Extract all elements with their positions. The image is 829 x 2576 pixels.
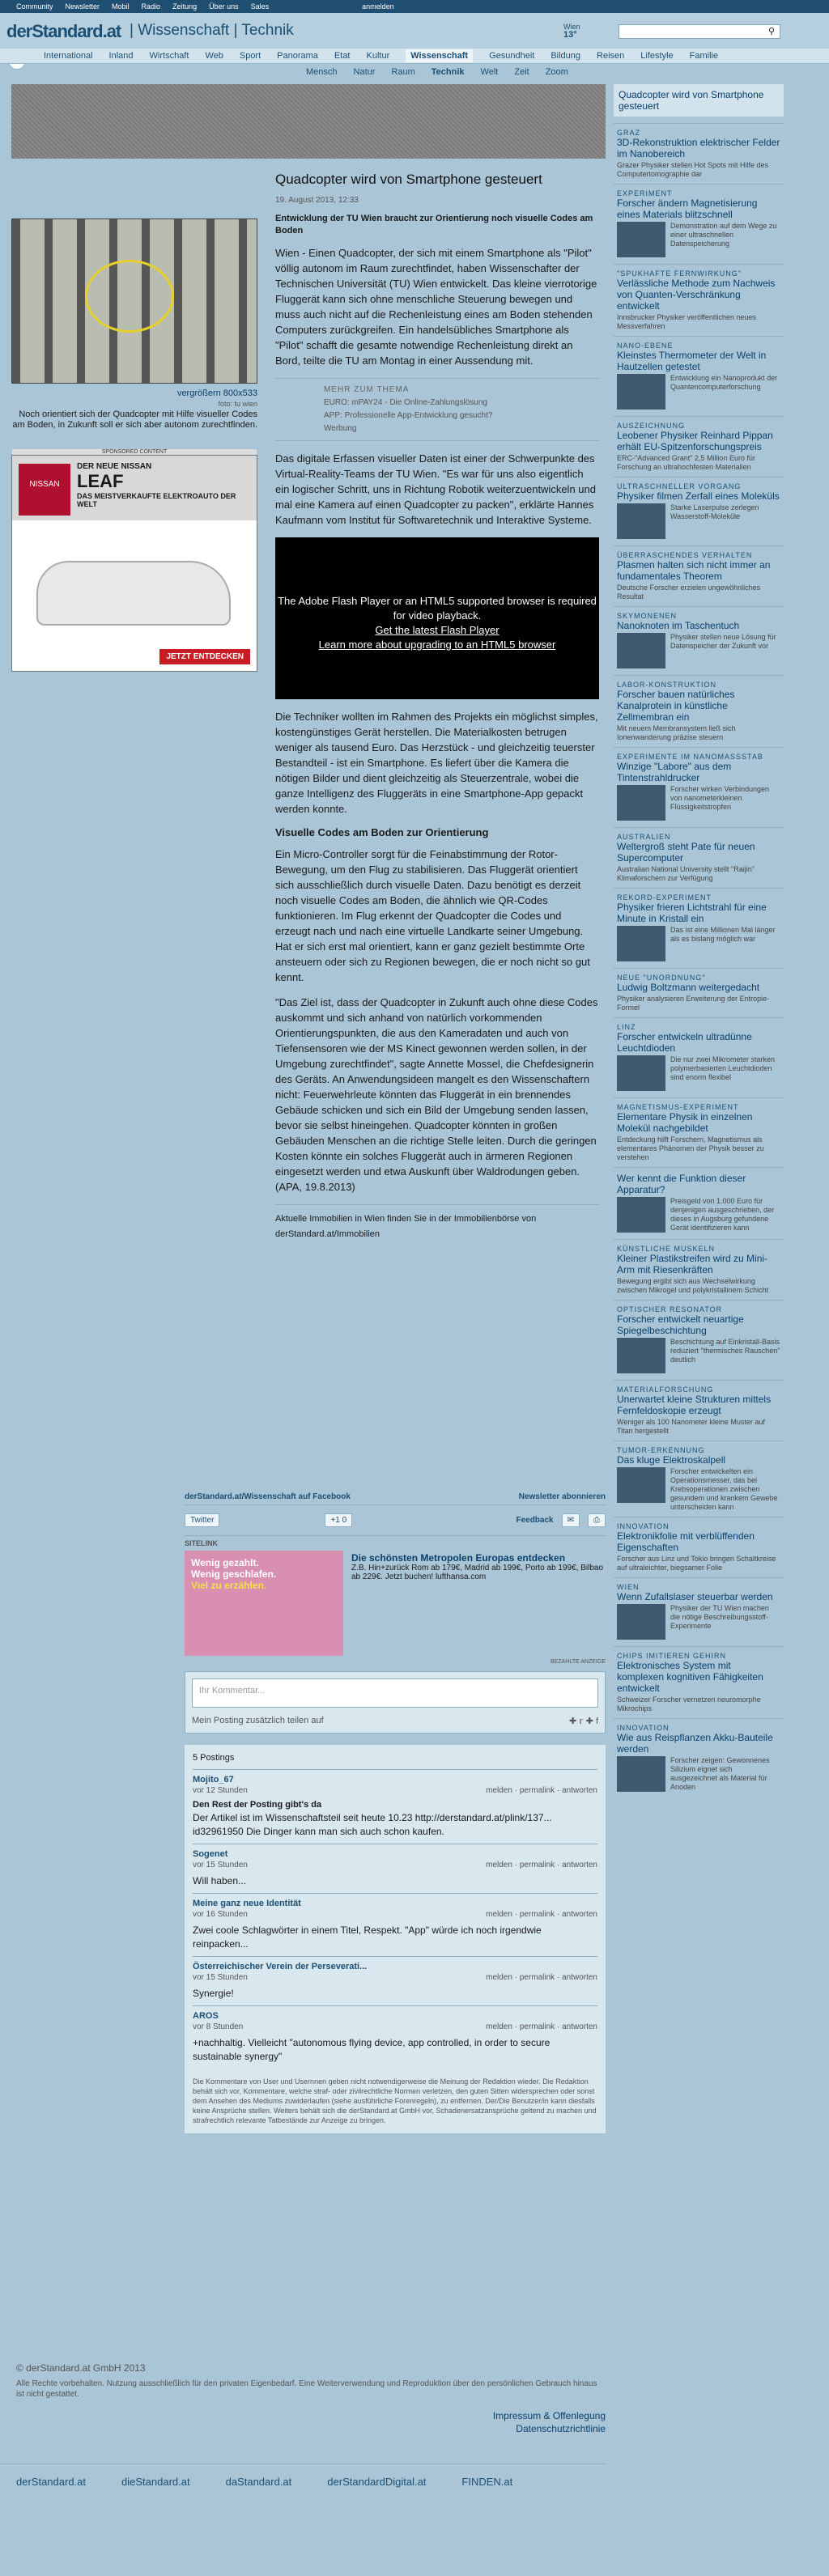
copyright: © derStandard.at GmbH 2013 — [16, 2362, 146, 2374]
permalink-link[interactable]: permalink — [519, 1786, 555, 1795]
article-paragraph: Ein Micro-Controller sorgt für die Feinabstimmung der Rotor-Bewegung, um den Flug zu stabilisieren. Das Fluggerät orientiert sich ausschließlich durch visuelle Daten. Dazu benötigt es derzeit noch visuelle Codes am Boden, die ähnlich wie QR-Codes funktionieren. Im Flug erkennt der Quadcopter die Codes und erzeugt nach und nach eine virtuelle Landkarte seiner Umgebung. Hat er sich erst mal orientiert, kann er ganz gezielt bestimmte Orte ansteuern oder sich zu Regionen bewegen, die er noch nicht so gut kennt. — [275, 848, 590, 983]
sidebar — [614, 84, 784, 1798]
article-paragraph: Die Techniker wollten im Rahmen des Projekts ein möglichst simples, kostengünstiges Gerät herstellen. Die Materialkosten betrugen weniger als tausend Euro. Das Herzstück - und gleichzeitig teuerster Bestandteil - ist ein Smartphone. Es liefert über die Kamera die nötigen Bilder und dient gleichzeitig als Steuerzentrale, wobei die ganze Intelligenz des Fluggeräts in eine Smartphone-App gepackt werden konnte. — [275, 711, 598, 815]
site-logo[interactable]: derStandard.at — [6, 21, 121, 41]
impressum-link[interactable]: Impressum & Offenlegung — [492, 2410, 606, 2421]
sidebar-desc: Australian National University stellt "Raijin" Klimaforschern zur Verfügung — [617, 865, 755, 882]
top-bar — [0, 0, 829, 13]
sidebar-kicker: AUSTRALIEN — [617, 833, 671, 841]
sidebar-desc: Innsbrucker Physiker veröffentlichen neues Messverfahren — [617, 313, 756, 330]
sidebar-headline[interactable]: Winzige "Labore" aus dem Tintenstrahldrucker — [617, 761, 732, 783]
permalink-link[interactable]: permalink — [519, 2022, 555, 2031]
sidebar-kicker: EXPERIMENT — [617, 189, 673, 197]
ad-line1: DER NEUE NISSAN — [77, 462, 152, 471]
sidebar-headline[interactable]: Weltergroß steht Pate für neuen Supercomputer — [617, 841, 755, 864]
posting-time: vor 15 Stunden — [193, 1973, 248, 1982]
sidebar-headline[interactable]: Leobener Physiker Reinhard Pippan erhält EU-Spitzenforschungspreis — [617, 430, 773, 452]
share-icons[interactable]: ✚ 𝕣 ✚ f — [569, 1717, 598, 1726]
breadcrumb[interactable]: | Wissenschaft | Technik — [130, 22, 294, 39]
sidebar-headline[interactable]: Forscher entwickeln ultradünne Leuchtdioden — [617, 1031, 752, 1054]
sidebar-thumbnail[interactable] — [617, 1197, 665, 1233]
sidebar-kicker: "SPUKHAFTE FERNWIRKUNG" — [617, 269, 742, 278]
reply-link[interactable]: antworten — [562, 1973, 597, 1982]
subnav-item-active[interactable]: Technik — [431, 67, 465, 77]
sidebar-kicker: LABOR-KONSTRUKTION — [617, 681, 717, 689]
sidebar-headline[interactable]: Unerwartet kleine Strukturen mittels Fernfeldoskopie erzeugt — [617, 1394, 772, 1416]
sidebar-kicker: KÜNSTLICHE MUSKELN — [617, 1245, 716, 1253]
nav-item[interactable]: Wirtschaft — [149, 51, 189, 61]
article-lead: Entwicklung der TU Wien braucht zur Orientierung noch visuelle Codes am Boden — [275, 214, 593, 236]
sidebar-current[interactable]: Quadcopter wird von Smartphone gesteuert — [614, 84, 784, 117]
sidebar-thumbnail[interactable] — [617, 1055, 665, 1091]
sidebar-article[interactable] — [614, 1380, 784, 1439]
top-link[interactable]: Sales — [250, 2, 270, 11]
posting-actions[interactable]: melden · permalink · antworten — [486, 1910, 597, 1919]
related-link[interactable]: EURO: mPAY24 - Die Online-Zahlungslösung — [324, 398, 487, 407]
posting-body: Der Artikel ist im Wissenschaftsteil seit heute 10.23 http://derstandard.at/plink/137... id32961950 Die Dinger kann man sich auch schon kaufen. — [193, 1812, 552, 1837]
sidebar-article[interactable] — [614, 184, 784, 262]
report-link[interactable]: melden — [486, 1786, 512, 1795]
nav-item[interactable]: Kultur — [366, 51, 390, 61]
sidebar-headline[interactable]: Elementare Physik in einzelnen Molekül nachgebildet — [617, 1111, 753, 1134]
subnav-item[interactable]: Raum — [391, 67, 415, 77]
header — [0, 13, 829, 49]
article-title: Quadcopter wird von Smartphone gesteuert — [275, 172, 542, 187]
photo-caption-block — [11, 388, 257, 431]
sidebar-thumbnail[interactable] — [617, 926, 665, 961]
sidebar-desc: Starke Laserpulse zerlegen Wasserstoff-Moleküle — [670, 503, 759, 520]
sidebar-article[interactable] — [614, 545, 784, 605]
sidebar-article[interactable] — [614, 416, 784, 475]
sidebar-kicker: WIEN — [617, 1583, 640, 1591]
share-options — [192, 1716, 598, 1726]
sidebar-headline[interactable]: Physiker filmen Zerfall eines Moleküls — [617, 490, 780, 502]
sidebar-desc: Entdeckung hilft Forschern, Magnetismus als elementares Phänomen der Physik besser zu verstehen — [617, 1135, 764, 1161]
sidebar-kicker: AUSZEICHNUNG — [617, 422, 686, 430]
video-player[interactable] — [275, 537, 599, 699]
search-icon[interactable]: ⚲ — [767, 27, 775, 36]
posting-user[interactable]: Meine ganz neue Identität — [193, 1899, 301, 1908]
sidebar-article[interactable] — [614, 606, 784, 673]
html5-link[interactable]: Learn more about upgrading to an HTML5 browser — [318, 639, 556, 651]
nav-item-active[interactable]: Wissenschaft — [406, 49, 473, 62]
related-box — [275, 378, 599, 441]
sitelink-desc: Z.B. Hin+zurück Rom ab 179€, Madrid ab 199€, Porto ab 199€, Bilbao ab 229€. Jetzt buchen! lufthansa.com — [351, 1564, 604, 1581]
sidebar-kicker: MAGNETISMUS-EXPERIMENT — [617, 1103, 739, 1111]
sidebar-headline[interactable]: Kleinstes Thermometer der Welt in Hautzellen getestet — [617, 350, 767, 372]
sidebar-desc: Preisgeld von 1.000 Euro für denjenigen ausgeschrieben, der dieses in Augsburg gefundene Gerät identifizieren kann — [670, 1197, 775, 1232]
sitelink-img-line: Wenig geschlafen. — [191, 1568, 277, 1580]
share-auf: auf — [311, 1716, 324, 1725]
posting — [193, 1844, 597, 1893]
sidebar-headline[interactable]: Physiker frieren Lichtstrahl für eine Minute in Kristall ein — [617, 902, 767, 924]
ad-line3: DAS MEISTVERKAUFTE ELEKTROAUTO DER WELT — [77, 492, 236, 508]
reply-link[interactable]: antworten — [562, 2022, 597, 2031]
posting-title: Den Rest der Posting gibt's da — [193, 1800, 322, 1810]
sidebar-article[interactable] — [614, 968, 784, 1016]
sidebar-headline[interactable]: Das kluge Elektroskalpell — [617, 1454, 726, 1466]
report-link[interactable]: melden — [486, 1973, 512, 1982]
posting-user[interactable]: Mojito_67 — [193, 1775, 234, 1785]
article-date: 19. August 2013, 12:33 — [275, 196, 359, 205]
sidebar-desc: ERC-"Advanced Grant" 2,5 Million Euro für Forschung an ultrahochfesten Materialien — [617, 454, 755, 471]
article-photo[interactable] — [11, 219, 257, 384]
sub-nav — [306, 65, 568, 79]
nav-item[interactable]: Panorama — [277, 51, 318, 61]
sidebar-desc: Grazer Physiker stellen Hot Spots mit Hilfe des Computertomographie dar — [617, 161, 769, 178]
gplus-label: +1 — [330, 1516, 340, 1525]
sitelink-image[interactable] — [185, 1551, 343, 1656]
sidebar-article[interactable] — [614, 123, 784, 182]
nav-item[interactable]: Sport — [239, 51, 261, 61]
postings-section — [185, 1745, 606, 2133]
sidebar-desc: Physiker stellen neue Lösung für Datenspeicher der Zukunft vor — [670, 633, 776, 650]
comment-input[interactable]: Ihr Kommentar... — [192, 1678, 598, 1708]
subnav-item[interactable]: Natur — [353, 67, 376, 77]
posting-actions[interactable]: melden · permalink · antworten — [486, 1786, 597, 1795]
related-link[interactable]: APP: Professionelle App-Entwicklung gesucht? — [324, 411, 493, 420]
sidebar-kicker: GRAZ — [617, 129, 641, 137]
footer-brand-link[interactable]: derStandard.at — [16, 2476, 87, 2488]
sidebar-thumbnail[interactable] — [617, 785, 665, 821]
sidebar-kicker: OPTISCHER RESONATOR — [617, 1305, 723, 1313]
ad-label: SPONSORED CONTENT — [12, 449, 257, 455]
sidebar-article[interactable] — [614, 827, 784, 886]
sidebar-article[interactable] — [614, 1718, 784, 1797]
article-paragraph: Das digitale Erfassen visueller Daten ist einer der Schwerpunkte des Virtual-Reality-Teams der TU Wien. "Es war für uns also eigentlich ein logischer Schritt, uns in Richtung Robotik weiterzuentwickeln und mal eine Kamera auf einen Quadcopter zu packen", erklärte Hannes Kaufmann vom Institut für Softwaretechnik und Interaktive Systeme. — [275, 452, 596, 526]
sidebar-kicker: ÜBERRASCHENDES VERHALTEN — [617, 551, 753, 559]
sidebar-thumbnail[interactable] — [617, 1338, 665, 1373]
footer-nav — [0, 2464, 606, 2493]
posting — [193, 1769, 597, 1844]
search-input[interactable] — [619, 24, 780, 39]
sidebar-headline[interactable]: Nanoknoten im Taschentuch — [617, 620, 740, 631]
sitelink-anzeige: BEZAHLTE ANZEIGE — [551, 1659, 606, 1665]
footer-brand-link[interactable]: dieStandard.at — [121, 2476, 190, 2488]
posting-time: vor 8 Stunden — [193, 2022, 244, 2031]
banner-ad-placeholder[interactable] — [11, 84, 606, 159]
report-link[interactable]: melden — [486, 1910, 512, 1919]
sidebar-headline[interactable]: Elektronikfolie mit verblüffenden Eigenschaften — [617, 1530, 755, 1553]
sidebar-article[interactable] — [614, 1517, 784, 1576]
subnav-item[interactable]: Welt — [480, 67, 499, 77]
sidebar-headline[interactable]: 3D-Rekonstruktion elektrischer Felder im Nanobereich — [617, 137, 780, 159]
sidebar-desc: Demonstration auf dem Wege zu einer ultraschnellen Datenspeicherung — [670, 222, 777, 248]
footer-brand-link[interactable]: daStandard.at — [225, 2476, 292, 2488]
sitelink-label: SITELINK — [185, 1535, 606, 1547]
sidebar-headline[interactable]: Elektronisches System mit komplexen kognitiven Fähigkeiten entwickelt — [617, 1660, 763, 1694]
nav-item[interactable]: Reisen — [597, 51, 625, 61]
sidebar-thumbnail[interactable] — [617, 633, 665, 668]
sidebar-kicker: INNOVATION — [617, 1522, 670, 1530]
sidebar-desc: Forscher zeigen: Gewonnenes Silizium eignet sich ausgezeichnet als Material für Anoden — [670, 1756, 770, 1791]
nav-item[interactable]: Familie — [689, 51, 719, 61]
sidebar-headline[interactable]: Kleiner Plastikstreifen wird zu Mini-Arm mit Riesenkräften — [617, 1253, 768, 1275]
tweet-button[interactable]: Twitter — [185, 1513, 219, 1527]
sidebar-desc: Forscher wirken Verbindungen von nanometerkleinen Flüssigkeitstropfen — [670, 785, 770, 811]
sidebar-kicker: REKORD-EXPERIMENT — [617, 893, 712, 902]
sidebar-thumbnail[interactable] — [617, 1604, 665, 1640]
sidebar-article[interactable] — [614, 264, 784, 334]
posting — [193, 1893, 597, 1956]
footer-brand-link[interactable]: derStandardDigital.at — [327, 2476, 427, 2488]
car-image — [36, 561, 231, 626]
nav-item[interactable]: Web — [205, 51, 223, 61]
sidebar-desc: Forscher aus Linz und Tokio bringen Schaltkreise auf ultraleichter, biegsamer Folie — [617, 1555, 776, 1572]
sidebar-kicker: EXPERIMENTE IM NANOMASSSTAB — [617, 753, 763, 761]
social-bar — [185, 1492, 606, 1505]
sidebar-desc: Mit neuem Membransystem ließ sich Ionenwanderung präzise steuern — [617, 724, 736, 741]
nissan-logo: NISSAN — [19, 464, 70, 516]
posting-actions[interactable]: melden · permalink · antworten — [486, 1973, 597, 1982]
subnav-item[interactable]: Zeit — [514, 67, 529, 77]
report-link[interactable]: melden — [486, 2022, 512, 2031]
sidebar-article[interactable] — [614, 1017, 784, 1096]
login-link[interactable]: anmelden — [362, 2, 394, 11]
sidebar-desc: Physiker analysieren Erweiterung der Entropie-Formel — [617, 995, 770, 1012]
posting-user[interactable]: Österreichischer Verein der Perseverati... — [193, 1962, 368, 1971]
top-link[interactable]: Über uns — [209, 2, 239, 11]
quadcopter-image — [85, 260, 174, 333]
gplus-button[interactable] — [325, 1513, 352, 1527]
sidebar-kicker: TUMOR-ERKENNUNG — [617, 1446, 705, 1454]
feedback-link[interactable]: Feedback — [516, 1516, 554, 1525]
posting-actions[interactable]: melden · permalink · antworten — [486, 1861, 597, 1869]
permalink-link[interactable]: permalink — [519, 1861, 555, 1869]
permalink-link[interactable]: permalink — [519, 1910, 555, 1919]
sidebar-article[interactable] — [614, 1167, 784, 1237]
footer-brand-link[interactable]: FINDEN.at — [461, 2476, 513, 2488]
article-footer — [185, 1492, 606, 2133]
sitelink-img-line: Wenig gezahlt. — [191, 1557, 259, 1568]
posting — [193, 2005, 597, 2069]
flash-message: The Adobe Flash Player or an HTML5 supported browser is required for video playback. — [278, 595, 597, 622]
mail-icon[interactable]: ✉ — [562, 1513, 580, 1527]
sidebar-article[interactable] — [614, 747, 784, 825]
nissan-ad[interactable] — [11, 449, 257, 672]
reply-link[interactable]: antworten — [562, 1910, 597, 1919]
reply-link[interactable]: antworten — [562, 1861, 597, 1869]
sidebar-headline[interactable]: Ludwig Boltzmann weitergedacht — [617, 982, 760, 993]
print-icon[interactable]: ⎙ — [588, 1513, 606, 1527]
sidebar-headline[interactable]: Wenn Zufallslaser steuerbar werden — [617, 1591, 773, 1602]
share-row — [185, 1513, 606, 1527]
related-heading: MEHR ZUM THEMA — [324, 385, 410, 394]
weather-widget[interactable] — [563, 23, 580, 39]
top-link[interactable]: Community — [16, 2, 53, 11]
sidebar-article[interactable] — [614, 477, 784, 544]
sidebar-article[interactable] — [614, 1239, 784, 1298]
ad-line2: LEAF — [77, 471, 124, 491]
weather-city: Wien — [563, 23, 580, 31]
posting-user[interactable]: AROS — [193, 2011, 219, 2021]
top-link[interactable]: Newsletter — [65, 2, 100, 11]
weather-temp: 13° — [563, 30, 577, 40]
sidebar-headline[interactable]: Forscher entwickelt neuartige Spiegelbeschichtung — [617, 1313, 744, 1336]
sidebar-article[interactable] — [614, 1097, 784, 1165]
sitelink-img-line: Viel zu erzählen. — [191, 1580, 267, 1591]
privacy-link[interactable]: Datenschutzrichtlinie — [516, 2423, 606, 2434]
ad-header — [12, 456, 257, 520]
sidebar-kicker: NEUE "UNORDNUNG" — [617, 974, 706, 982]
sidebar-kicker: INNOVATION — [617, 1724, 670, 1732]
ad-cta-button[interactable]: JETZT ENTDECKEN — [159, 649, 250, 664]
enlarge-link[interactable]: vergrößern 800x533 — [176, 388, 257, 398]
sidebar-article[interactable] — [614, 675, 784, 745]
copyright-block — [0, 2363, 606, 2435]
nav-item[interactable]: Inland — [108, 51, 134, 61]
newsletter-link[interactable]: Newsletter abonnieren — [518, 1492, 606, 1501]
sidebar-desc: Schweizer Forscher vernetzen neuromorphe Mikrochips — [617, 1695, 761, 1712]
sidebar-kicker: LINZ — [617, 1023, 636, 1031]
posting-body: +nachhaltig. Vielleicht "autonomous flying device, app controlled, in order to secure sustainable synergy" — [193, 2037, 551, 2062]
subnav-item[interactable]: Mensch — [306, 67, 338, 77]
sidebar-desc: Das ist eine Millionen Mal länger als es bislang möglich war — [670, 926, 776, 943]
sidebar-desc: Forscher entwickelten ein Operationsmesser, das bei Krebsoperationen zwischen gesundem und krankem Gewebe unterscheiden kann — [670, 1467, 778, 1511]
sidebar-desc: Bewegung ergibt sich aus Wechselwirkung zwischen Mikrogel und polykristallinem Schicht — [617, 1277, 769, 1294]
nav-item[interactable]: Bildung — [551, 51, 581, 61]
top-link[interactable]: Radio — [141, 2, 161, 11]
nav-item[interactable]: Etat — [334, 51, 351, 61]
posting-body: Will haben... — [193, 1875, 247, 1886]
sidebar-article[interactable] — [614, 1577, 784, 1644]
posting-time: vor 16 Stunden — [193, 1910, 248, 1919]
sidebar-headline[interactable]: Wie aus Reispflanzen Akku-Bauteile werden — [617, 1732, 773, 1755]
article — [275, 172, 599, 1252]
comment-box — [185, 1671, 606, 1734]
sidebar-desc: Physiker der TU Wien machen die nötige Beschreibungsstoff-Experimente — [670, 1604, 769, 1630]
article-paragraph: Wien - Einen Quadcopter, der sich mit einem Smartphone als "Pilot" völlig autonom im Raum zurechtfindet, haben Wissenschafter der Technischen Universität (TU) Wien entwickelt. Das kleine vierrotorige Fluggerät kann sich ohne menschliche Steuerung bewegen und muss auch nicht auf die Rechenleistung eines am Boden stehenden Computers zurückgreifen. Ein handelsübliches Smartphone als "Pilot" schafft die gesamte notwendige Rechenleistung direkt an Bord, teilte die TU am Montag in einer Aussendung mit. — [275, 247, 597, 367]
photo-caption: Noch orientiert sich der Quadcopter mit Hilfe visueller Codes am Boden, in Zukunft soll er sich aber autonom zurechtfinden. — [12, 410, 257, 430]
related-label: Werbung — [324, 424, 357, 433]
sidebar-thumbnail[interactable] — [617, 374, 665, 410]
sidebar-thumbnail[interactable] — [617, 503, 665, 539]
nav-item[interactable]: International — [44, 51, 93, 61]
sitelink-text[interactable] — [351, 1547, 606, 1581]
sidebar-article[interactable] — [614, 1441, 784, 1515]
article-subheading: Visuelle Codes am Boden zur Orientierung — [275, 826, 489, 838]
sidebar-headline[interactable]: Forscher bauen natürliches Kanalprotein in künstliche Zellmembran ein — [617, 689, 735, 723]
sidebar-kicker: SKYMONENEN — [617, 612, 678, 620]
sidebar-thumbnail[interactable] — [617, 1756, 665, 1792]
sidebar-kicker: MATERIALFORSCHUNG — [617, 1386, 714, 1394]
reply-link[interactable]: antworten — [562, 1786, 597, 1795]
sidebar-article[interactable] — [614, 1646, 784, 1717]
sidebar-desc: Die nur zwei Mikrometer starken polymerbasierten Leuchtdioden sind enorm flexibel — [670, 1055, 776, 1081]
immo-note: Aktuelle Immobilien in Wien finden Sie in der Immobilienbörse von derStandard.at/Immobilien — [275, 1204, 599, 1242]
gplus-count: 0 — [342, 1516, 347, 1525]
posting-user[interactable]: Sogenet — [193, 1849, 228, 1859]
facebook-link[interactable]: derStandard.at/Wissenschaft auf Facebook — [185, 1492, 351, 1501]
sidebar-desc: Entwicklung ein Nanoprodukt der Quantencomputerforschung — [670, 374, 778, 391]
posting-time: vor 15 Stunden — [193, 1861, 248, 1869]
posting-time: vor 12 Stunden — [193, 1786, 248, 1795]
sidebar-article[interactable] — [614, 888, 784, 966]
sidebar-headline[interactable]: Verlässliche Methode zum Nachweis von Quanten-Verschränkung entwickelt — [617, 278, 776, 312]
sidebar-desc: Beschichtung auf Einkristall-Basis reduziert "thermisches Rauschen" deutlich — [670, 1338, 780, 1364]
main-nav — [0, 49, 829, 64]
postings-count: 5 Postings — [193, 1753, 235, 1763]
rights-text: Alle Rechte vorbehalten. Nutzung ausschließlich für den privaten Eigenbedarf. Eine Weiterverwendung und Reproduktion über den persönlichen Gebrauch hinaus ist nicht gestattet. — [16, 2379, 597, 2399]
subnav-item[interactable]: Zoom — [545, 67, 568, 77]
sidebar-article[interactable] — [614, 1300, 784, 1378]
permalink-link[interactable]: permalink — [519, 1973, 555, 1982]
posting-body: Synergie! — [193, 1988, 234, 1999]
sidebar-desc: Weniger als 100 Nanometer kleine Muster auf Titan hergestellt — [617, 1418, 765, 1435]
sidebar-headline[interactable]: Wer kennt die Funktion dieser Apparatur? — [617, 1173, 746, 1195]
top-link[interactable]: Zeitung — [172, 2, 198, 11]
disclaimer: Die Kommentare von User und Usernnen geben nicht notwendigerweise die Meinung der Redaktion wieder. Die Redaktion behält sich vor, Kommentare, welche straf- oder zivilrechtliche Normen verletzen, den guten Sitten widersprechen oder sonst dem Ansehen des Mediums zuwiderlaufen (siehe ausführliche Forenregeln), zu entfernen. Der/Die Benutzer/in kann diesfalls keine Ansprüche stellen. Weiters behält sich die derStandard.at GmbH vor, Schadenersatzansprüche geltend zu machen und strafrechtlich relevante Tatbestände zur Anzeige zu bringen. — [193, 2077, 597, 2124]
posting-actions[interactable]: melden · permalink · antworten — [486, 2022, 597, 2031]
article-paragraph: "Das Ziel ist, dass der Quadcopter in Zukunft auch ohne diese Codes auskommt und sich anhand von natürlich vorkommenden Orientierungspunkten, die aus den Kameradaten und auch von Tiefensensoren wie der MS Kinect gewonnen werden sollen, in der Umgebung zurechtfindet", sagte Annette Mossel, die Chefdesignerin des Geräts. An Anwendungsideen mangelt es den Wissenschaftern nicht: Feuerwehrleute könnten das Fluggerät in ein brennendes Gebäude schicken und sich ein Bild der Umgebung senden lassen, bevor sie selbst hineingehen. Quadcopter könnten in großen Gebäuden Menschen an die richtige Stelle leiten. Durch die geringen Kosten könnte ein solches Fluggerät auch in ärmeren Regionen eingesetzt werden und etwa Auskunft über Waldrodungen geben. (APA, 19.8.2013) — [275, 996, 598, 1193]
sidebar-headline[interactable]: Plasmen halten sich nicht immer an fundamentales Theorem — [617, 559, 771, 582]
sidebar-article[interactable] — [614, 336, 784, 414]
report-link[interactable]: melden — [486, 1861, 512, 1869]
sidebar-desc: Deutsche Forscher erzielen ungewöhnliches Resultat — [617, 584, 761, 601]
sitelink-title[interactable]: Die schönsten Metropolen Europas entdecken — [351, 1552, 566, 1564]
sidebar-kicker: CHIPS IMITIEREN GEHIRN — [617, 1652, 727, 1660]
posting — [193, 1956, 597, 2005]
sidebar-kicker: NANO-EBENE — [617, 342, 674, 350]
sidebar-headline[interactable]: Forscher ändern Magnetisierung eines Materials blitzschnell — [617, 197, 758, 220]
top-link[interactable]: Mobil — [112, 2, 130, 11]
flash-link[interactable]: Get the latest Flash Player — [375, 624, 500, 636]
sidebar-kicker: ULTRASCHNELLER VORGANG — [617, 482, 742, 490]
sidebar-thumbnail[interactable] — [617, 1467, 665, 1503]
sidebar-thumbnail[interactable] — [617, 222, 665, 257]
nav-item[interactable]: Lifestyle — [640, 51, 674, 61]
nav-item[interactable]: Gesundheit — [489, 51, 535, 61]
posting-body: Zwei coole Schlagwörter in einem Titel, Respekt. "App" würde ich noch irgendwie reinpacken... — [193, 1925, 542, 1950]
photo-credit: foto: tu wien — [218, 400, 257, 408]
share-label: Mein Posting zusätzlich teilen — [192, 1716, 309, 1725]
